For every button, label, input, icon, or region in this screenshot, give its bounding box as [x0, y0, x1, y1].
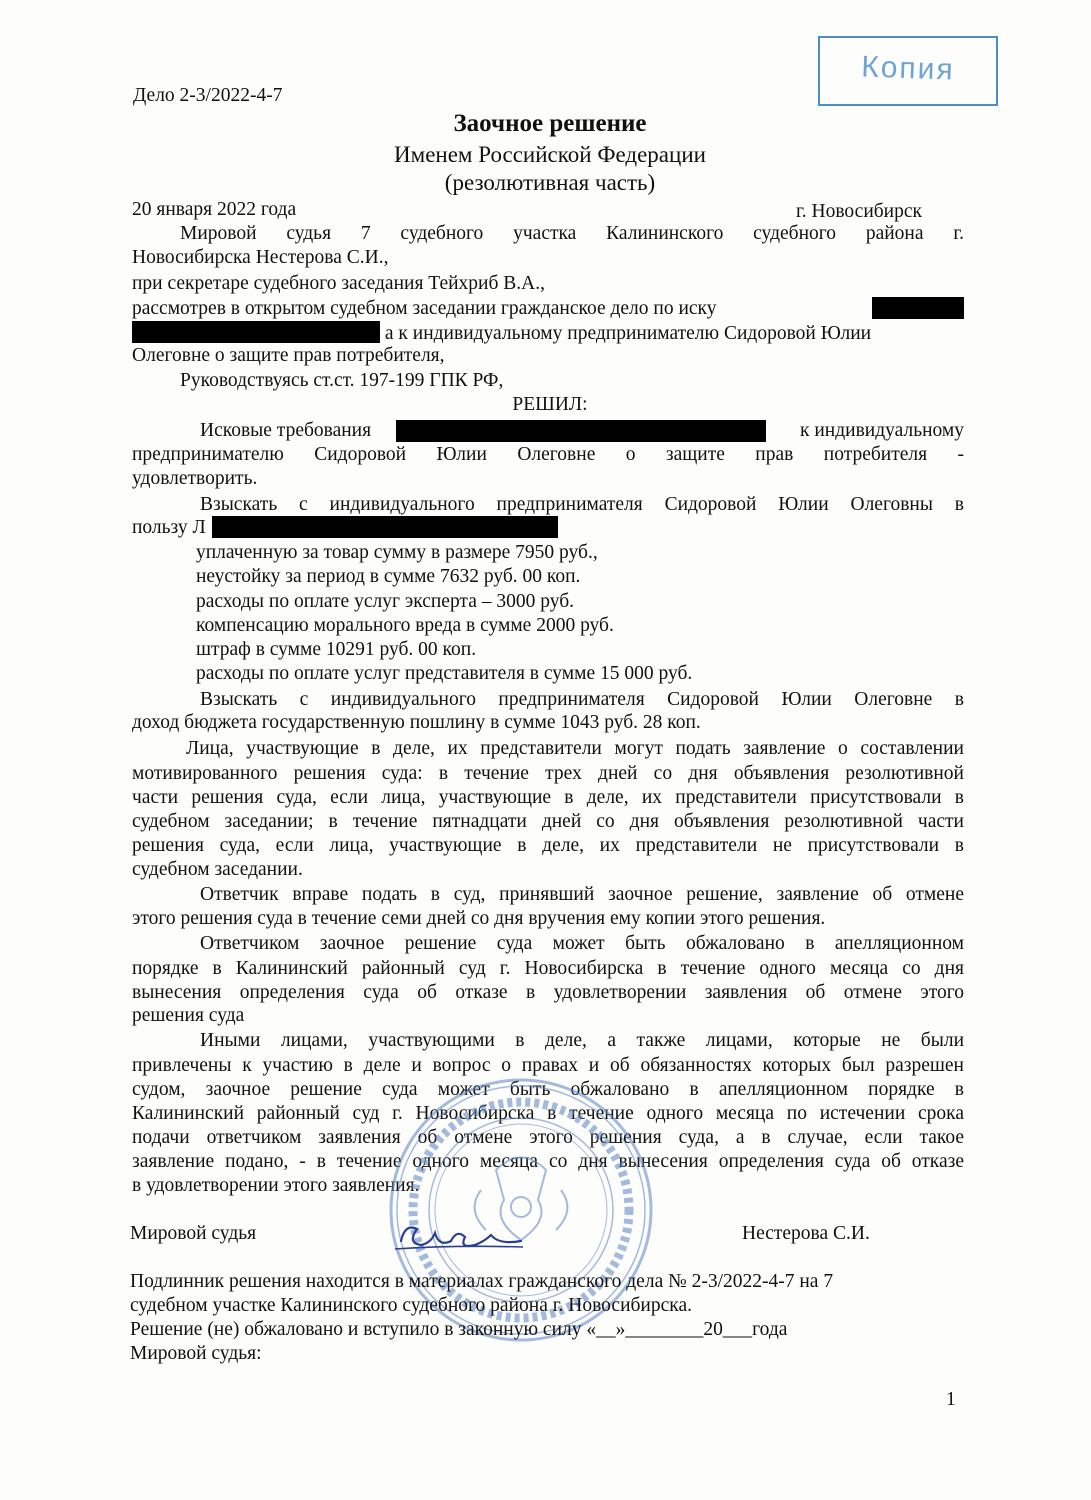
paragraph-line: Лица, участвующие в деле, их представители могут подать заявление о составлении [186, 738, 964, 759]
intro-line: Руководствуясь ст.ст. 197-199 ГПК РФ, [180, 370, 504, 391]
page-subtitle: Именем Российской Федерации [394, 142, 706, 167]
intro-line: Мировой судья 7 судебного участка Калининского судебного района г. [180, 223, 964, 244]
decided-heading: РЕШИЛ: [512, 394, 588, 415]
paragraph-line: мотивированного решения суда: в течение трех дней со дня объявления резолютивной [132, 763, 964, 784]
decision-city: г. Новосибирск [795, 201, 922, 222]
redaction-bar [212, 516, 558, 538]
intro-line: при секретаре судебного заседания Тейхриб В.А., [132, 273, 546, 294]
footer-line: судебном участке Калининского судебного района г. Новосибирска. [130, 1295, 692, 1316]
duty-line: Взыскать с индивидуального предпринимателя Сидоровой Юлии Олеговне в [200, 689, 964, 710]
recover-line [132, 516, 964, 540]
footer-line: Мировой судья: [130, 1343, 262, 1364]
claims-text: к индивидуальному [800, 420, 964, 441]
paragraph-line: вынесения определения суда об отказе в удовлетворении заявления об отмене этого [132, 982, 964, 1003]
redaction-bar [396, 420, 766, 442]
paragraph-line: привлечены к участию в деле и вопрос о правах и об обязанностях которых был разрешен [132, 1055, 964, 1076]
paragraph-line: подачи ответчиком заявления об отмене этого решения суда, а в случае, если такое [132, 1127, 964, 1148]
duty-line: доход бюджета государственную пошлину в сумме 1043 руб. 28 коп. [132, 712, 701, 733]
claims-line: удовлетворить. [132, 468, 258, 489]
paragraph-line: Ответчиком заочное решение суда может быть обжаловано в апелляционном [200, 933, 964, 954]
paragraph-line: судом, заочное решение суда может быть обжаловано в апелляционном порядке в [132, 1079, 964, 1100]
claims-line [200, 419, 964, 443]
intro-line: Олеговне о защите прав потребителя, [132, 345, 445, 366]
paragraph-line: судебном заседании; в течение пятнадцати дней со дня объявления резолютивной части [132, 811, 964, 832]
recover-line: Взыскать с индивидуального предпринимателя Сидоровой Юлии Олеговны в [200, 494, 964, 515]
intro-line: Новосибирска Нестерова С.И., [132, 247, 389, 268]
paragraph-line: Калининский районный суд г. Новосибирска в течение одного месяца по истечении срока [132, 1103, 964, 1124]
signature-name: Нестерова С.И. [742, 1223, 870, 1244]
redaction-bar [872, 297, 964, 319]
paragraph-line: Ответчик вправе подать в суд, принявший заочное решение, заявление об отмене [200, 884, 964, 905]
claims-text: Исковые требования [200, 420, 372, 441]
intro-line [132, 297, 964, 321]
amount-item: неустойку за период в сумме 7632 руб. 00 коп. [196, 566, 581, 587]
amount-item: расходы по оплате услуг представителя в сумме 15 000 руб. [196, 663, 693, 684]
paragraph-line: решения суда [132, 1005, 245, 1026]
footer-line: Решение (не) обжаловано и вступило в законную силу «__»________20___года [130, 1319, 788, 1340]
paragraph-line: порядке в Калининский районный суд г. Новосибирска в течение одного месяца со дня [132, 958, 964, 979]
paragraph-line: части решения суда, если лица, участвующие в деле, их представители присутствовали в [132, 787, 964, 808]
paragraph-line: решения суда, если лица, участвующие в деле, их представители не присутствовали в [132, 835, 964, 856]
amount-item: уплаченную за товар сумму в размере 7950 руб., [196, 542, 598, 563]
decision-date: 20 января 2022 года [132, 199, 297, 220]
intro-text: рассмотрев в открытом судебном заседании гражданское дело по иску [132, 298, 717, 319]
intro-line [132, 321, 964, 346]
amount-item: расходы по оплате услуг эксперта – 3000 руб. [196, 591, 575, 612]
part-label: (резолютивная часть) [444, 170, 656, 195]
recover-text: пользу Л [132, 517, 206, 538]
paragraph-line: этого решения суда в течение семи дней со дня вручения ему копии этого решения. [132, 908, 826, 929]
page-title: Заочное решение [453, 110, 647, 137]
case-number: Дело 2-3/2022-4-7 [133, 85, 283, 106]
page-number: 1 [946, 1389, 956, 1410]
paragraph-line: в удовлетворении этого заявления. [132, 1175, 420, 1196]
paragraph-line: судебном заседании. [132, 859, 303, 880]
amount-item: компенсацию морального вреда в сумме 2000 руб. [196, 615, 614, 636]
paragraph-line: заявление подано, - в течение одного месяца со дня вынесения определения суда об отказе [132, 1151, 964, 1172]
redaction-bar [132, 321, 380, 343]
claims-line: предпринимателю Сидоровой Юлии Олеговне о защите прав потребителя - [132, 444, 964, 465]
intro-text: а к индивидуальному предпринимателю Сидоровой Юлии [384, 323, 872, 344]
footer-line: Подлинник решения находится в материалах гражданского дела № 2-3/2022-4-7 на 7 [130, 1271, 834, 1292]
copy-stamp-label: Копия [860, 50, 956, 87]
signature-role: Мировой судья [130, 1223, 257, 1244]
paragraph-line: Иными лицами, участвующими в деле, а также лицами, которые не были [200, 1030, 964, 1051]
amount-item: штраф в сумме 10291 руб. 00 коп. [196, 639, 477, 660]
